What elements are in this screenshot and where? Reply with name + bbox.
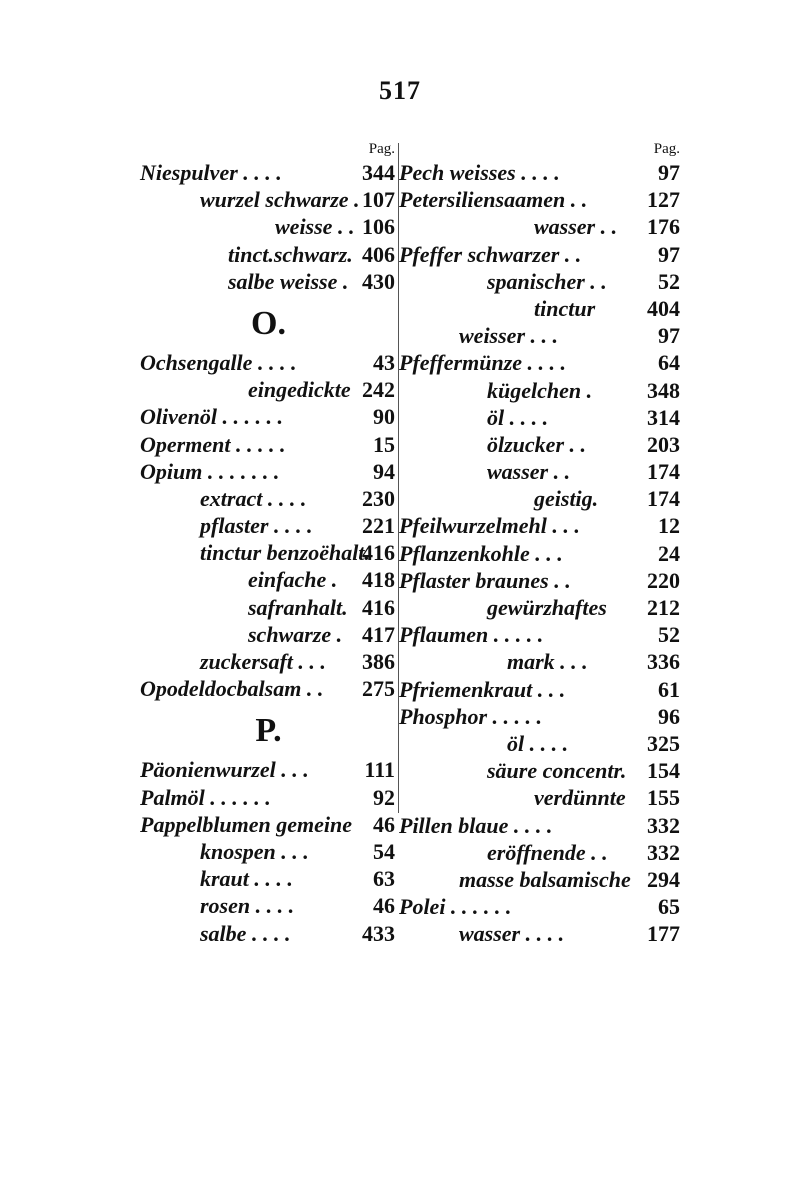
index-entry (140, 458, 397, 485)
entry-term: geistig. (534, 486, 599, 512)
section-letter (140, 295, 397, 349)
section-letter-text: P. (255, 712, 282, 750)
entry-page: 325 (647, 730, 680, 756)
entry-page: 107 (362, 187, 395, 213)
entry-term: masse balsamische (459, 866, 631, 892)
index-entry (140, 838, 397, 865)
entry-term: Pappelblumen gemeine (140, 811, 353, 837)
entry-page: 417 (362, 621, 395, 647)
index-entry (399, 241, 682, 268)
entry-term: Pfeffer schwarzer . . (399, 241, 582, 267)
index-entry (399, 594, 682, 621)
entry-page: 90 (373, 404, 395, 430)
entry-term: wasser . . (487, 459, 571, 485)
entry-term: Niespulver . . . . (140, 160, 282, 185)
entry-term: tinct.schwarz. (228, 241, 353, 267)
entry-term: Operment . . . . . (140, 431, 286, 457)
entry-page: 12 (658, 513, 680, 539)
index-entry (140, 376, 397, 403)
pag-header: Pag. (653, 141, 680, 157)
left-column (140, 140, 397, 947)
entry-page: 54 (373, 838, 395, 864)
entry-page: 404 (647, 295, 680, 321)
entry-term: Palmöl . . . . . . (140, 784, 271, 810)
entry-page: 177 (647, 921, 680, 947)
entry-term: knospen . . . (200, 838, 309, 864)
entry-term: Pfeilwurzelmehl . . . (399, 513, 580, 539)
entry-page: 106 (362, 214, 395, 240)
entry-term: Polei . . . . . . (399, 894, 512, 920)
index-entry (399, 893, 682, 920)
entry-term: pflaster . . . . (200, 513, 313, 539)
index-entry (399, 676, 682, 703)
entry-term: extract . . . . (200, 485, 307, 511)
entry-page: 52 (658, 622, 680, 648)
entry-term: weisser . . . (459, 323, 558, 349)
index-entry (399, 567, 682, 594)
entry-page: 176 (647, 214, 680, 240)
entry-term: öl . . . . (487, 404, 549, 430)
entry-page: 46 (373, 893, 395, 919)
index-entry (399, 377, 682, 404)
entry-page: 433 (362, 920, 395, 946)
entry-term: wasser . . (534, 214, 618, 240)
entry-term: tinctur (534, 295, 596, 321)
entry-term: eröffnende . . (487, 839, 608, 865)
entry-page: 416 (362, 594, 395, 620)
index-entry (140, 920, 397, 947)
index-entry (399, 512, 682, 539)
entry-term: kügelchen . (487, 377, 593, 403)
entry-term: salbe weisse . (228, 268, 349, 294)
entry-page: 418 (362, 567, 395, 593)
entry-page: 230 (362, 485, 395, 511)
index-entry (140, 811, 397, 838)
index-entry (399, 784, 682, 811)
section-letter-text: O. (251, 304, 286, 342)
index-entry (399, 730, 682, 757)
entry-page: 174 (647, 486, 680, 512)
entry-page: 52 (658, 268, 680, 294)
entry-term: Pflanzenkohle . . . (399, 540, 563, 566)
entry-page: 416 (362, 540, 395, 566)
entry-term: Pfeffermünze . . . . (399, 350, 567, 376)
index-entries (399, 159, 682, 947)
index-entry (140, 159, 397, 186)
entry-page: 154 (647, 758, 680, 784)
entry-term: einfache . (248, 567, 338, 593)
entry-page: 63 (373, 866, 395, 892)
index-entry (140, 756, 397, 783)
entry-term: wasser . . . . (459, 921, 565, 947)
entry-page: 212 (647, 595, 680, 620)
index-entry (140, 512, 397, 539)
index-entry (399, 839, 682, 866)
entry-term: tinctur benzoëhalt. (200, 540, 370, 566)
entry-page: 348 (647, 377, 680, 403)
entry-term: weisse . . (275, 214, 355, 240)
entry-page: 111 (364, 757, 395, 783)
right-column (399, 140, 682, 947)
index-entry (399, 866, 682, 893)
entry-term: safranhalt. (248, 594, 348, 620)
index-entry (399, 812, 682, 839)
entry-page: 155 (647, 785, 680, 811)
index-entry (140, 648, 397, 675)
index-entry (140, 865, 397, 892)
entry-term: Pflaster braunes . . (399, 567, 571, 593)
index-entry (140, 268, 397, 295)
entry-term: mark . . . (507, 649, 588, 675)
entry-page: 275 (362, 676, 395, 702)
index-entry (140, 431, 397, 458)
entry-page: 203 (647, 431, 680, 457)
entry-term: Pech weisses . . . . (399, 160, 560, 185)
index-entry (399, 159, 682, 186)
index-entry (140, 621, 397, 648)
entry-page: 314 (647, 404, 680, 430)
entry-page: 221 (362, 513, 395, 539)
entry-page: 242 (362, 377, 395, 403)
entry-page: 24 (658, 540, 680, 566)
entry-term: schwarze . (248, 621, 343, 647)
entry-page: 332 (647, 812, 680, 838)
entry-page: 97 (658, 241, 680, 267)
entry-term: Opium . . . . . . . (140, 458, 280, 484)
entry-page: 97 (658, 160, 680, 185)
index-entry (140, 675, 397, 702)
entry-page: 406 (362, 241, 395, 267)
entry-term: Ochsengalle . . . . (140, 349, 297, 375)
entry-page: 294 (647, 866, 680, 892)
entry-term: eingedickte (248, 377, 351, 403)
index-entry (140, 892, 397, 919)
index-entry (399, 458, 682, 485)
index-entry (140, 213, 397, 240)
entry-page: 92 (373, 784, 395, 810)
index-entry (140, 566, 397, 593)
index-entry (140, 186, 397, 213)
entry-page: 61 (658, 676, 680, 702)
entry-term: Päonienwurzel . . . (140, 757, 309, 783)
entry-page: 15 (373, 431, 395, 457)
index-entry (140, 784, 397, 811)
index-entry (399, 621, 682, 648)
entry-page: 344 (362, 160, 395, 185)
entry-term: säure concentr. (487, 758, 627, 784)
index-entry (399, 295, 682, 322)
entry-page: 336 (647, 649, 680, 675)
section-letter (140, 702, 397, 756)
entry-page: 97 (658, 323, 680, 349)
index-entry (399, 213, 682, 240)
entry-page: 430 (362, 268, 395, 294)
entry-page: 127 (647, 187, 680, 213)
index-entry (140, 241, 397, 268)
entry-term: ölzucker . . (487, 431, 586, 457)
index-entry (399, 485, 682, 512)
index-entry (399, 186, 682, 213)
index-entry (399, 404, 682, 431)
entry-term: Petersiliensaamen . . (399, 187, 588, 213)
index-entry (140, 403, 397, 430)
entry-term: salbe . . . . (200, 920, 291, 946)
entry-term: Pillen blaue . . . . (399, 812, 553, 838)
page-number: 517 (379, 76, 421, 105)
entry-page: 46 (373, 811, 395, 837)
entry-term: Olivenöl . . . . . . (140, 404, 283, 430)
index-entry (140, 594, 397, 621)
index-entry (399, 349, 682, 376)
index-entries (140, 159, 397, 947)
entry-page: 65 (658, 894, 680, 920)
entry-page: 96 (658, 703, 680, 729)
index-entry (399, 648, 682, 675)
entry-page: 64 (658, 350, 680, 376)
entry-page: 332 (647, 839, 680, 865)
entry-term: Phosphor . . . . . (399, 703, 543, 729)
entry-page: 43 (373, 349, 395, 375)
index-entry (140, 539, 397, 566)
entry-term: kraut . . . . (200, 866, 293, 892)
index-entry (399, 757, 682, 784)
entry-term: Pflaumen . . . . . (399, 622, 544, 648)
entry-term: wurzel schwarze . (200, 187, 360, 213)
entry-term: Pfriemenkraut . . . (399, 676, 566, 702)
index-entry (399, 703, 682, 730)
entry-page: 174 (647, 459, 680, 485)
entry-term: verdünnte (534, 785, 626, 811)
entry-term: zuckersaft . . . (200, 649, 326, 674)
index-entry (399, 540, 682, 567)
entry-term: Opodeldocbalsam . . (140, 676, 324, 702)
entry-term: spanischer . . (487, 268, 607, 294)
index-entry (399, 268, 682, 295)
index-entry (140, 485, 397, 512)
entry-page: 94 (373, 458, 395, 484)
index-entry (399, 920, 682, 947)
entry-term: öl . . . . (507, 730, 569, 756)
index-entry (399, 431, 682, 458)
pag-header: Pag. (368, 141, 395, 157)
entry-page: 220 (647, 567, 680, 593)
index-entry (140, 349, 397, 376)
entry-page: 386 (362, 649, 395, 674)
entry-term: gewürzhaftes (487, 595, 607, 620)
entry-term: rosen . . . . (200, 893, 295, 919)
index-entry (399, 322, 682, 349)
